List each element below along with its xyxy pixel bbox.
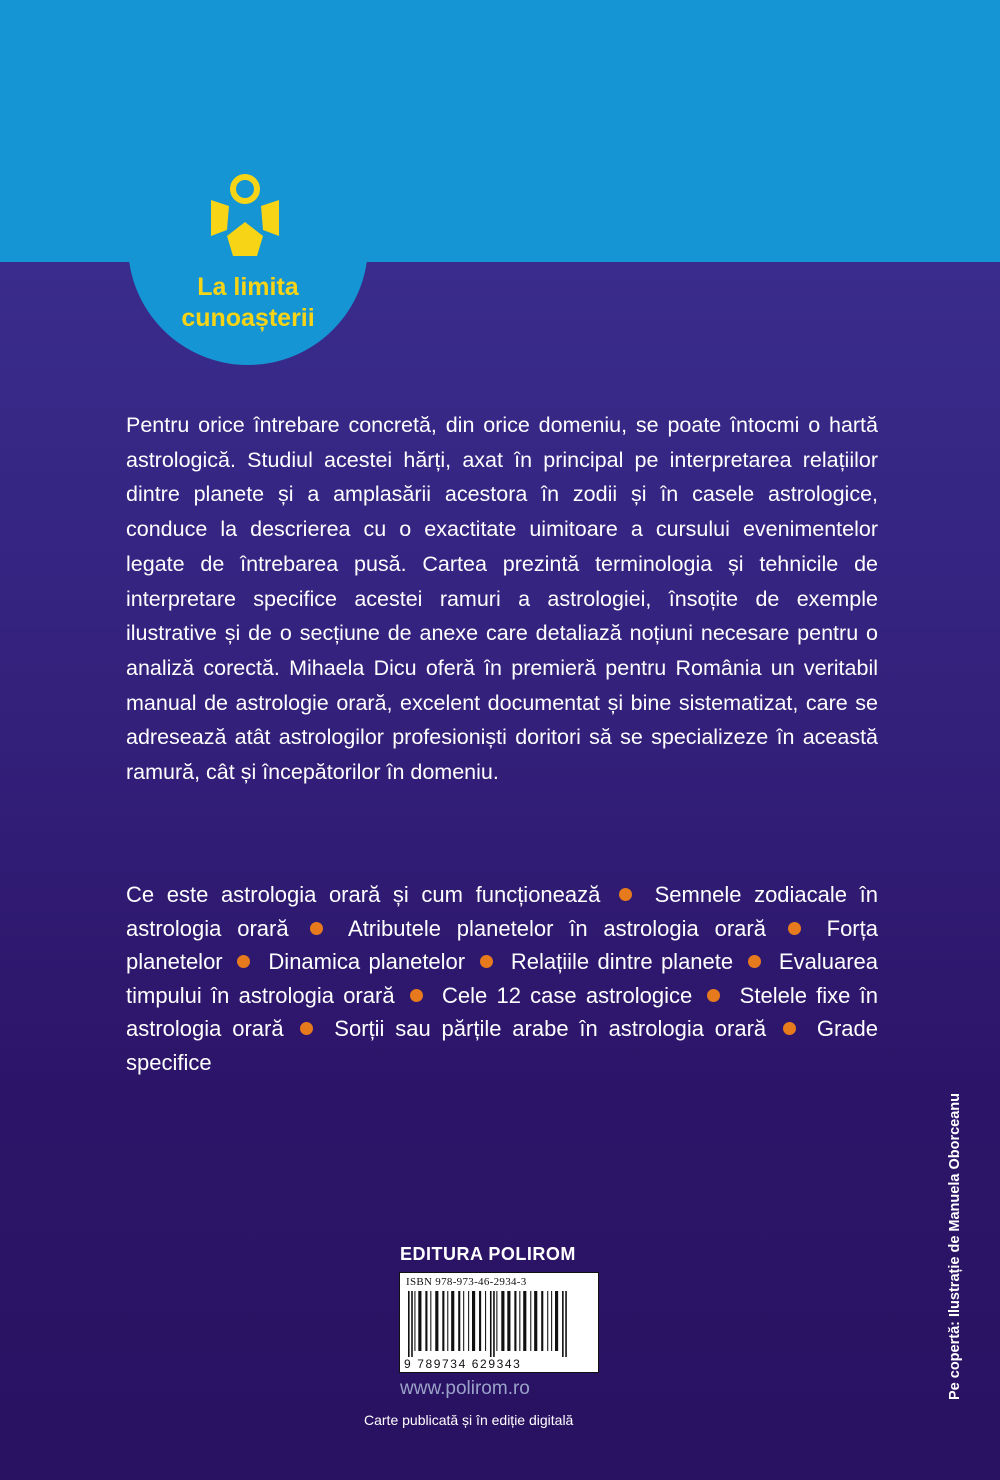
contents-item: Semnele zodiacale în astrologia orară (126, 882, 878, 941)
isbn-text: ISBN 978-973-46-2934-3 (406, 1276, 527, 1288)
cover-illustration-credit: Pe copertă: Ilustrație de Manuela Oborceanu (947, 1093, 963, 1400)
bullet-icon (707, 989, 720, 1002)
series-title-line-2: cunoașterii (181, 304, 315, 332)
publisher-website: www.polirom.ro (400, 1378, 530, 1399)
publisher-name: EDITURA POLIROM (400, 1244, 576, 1264)
contents-item: Stelele fixe în astrologia orară (126, 982, 878, 1041)
barcode-digits: 9 789734 629343 (404, 1357, 522, 1371)
bullet-icon (310, 922, 323, 935)
contents-item: Grade specifice (126, 1016, 878, 1075)
bullet-icon (788, 922, 801, 935)
book-description: Pentru orice întrebare concretă, din orice domeniu, se poate întocmi o hartă astrologică. Studiul acestei hărți, axat în principal pe interpretarea relațiilor dintre planete și a amplasării acestora în zodii și în casele astrologice, conduce la descrierea cu o exactitate uimitoare a cursului evenimentelor legate de întrebarea pusă. Cartea prezintă terminologia și tehnicile de interpretare specifice acestei ramuri a astrologiei, însoțite de exemple ilustrative și de o secțiune de anexe care detaliază noțiuni necesare pentru o analiză corectă. Mihaela Dicu oferă în premieră pentru România un veritabil manual de astrologie orară, excelent documentat și bine sistematizat, care se adresează atât astrologilor profesioniști doritori să se specializeze în această ramură, cât și începătorilor în domeniu. (126, 413, 878, 785)
contents-item: Sorții sau părțile arabe în astrologia orară (334, 1016, 767, 1041)
bullet-icon (237, 955, 250, 968)
contents-item: Relațiile dintre planete (510, 949, 734, 974)
series-title (150, 272, 346, 334)
digital-edition-note: Carte publicată și în ediție digitală (364, 1412, 574, 1428)
bullet-icon (748, 955, 761, 968)
bullet-icon (410, 989, 423, 1002)
contents-list (126, 878, 878, 1079)
contents-item: Cele 12 case astrologice (442, 982, 693, 1008)
bullet-icon (300, 1022, 313, 1035)
series-title-line-1: La limita (197, 273, 299, 301)
bullet-icon (619, 888, 632, 901)
contents-item: Dinamica planetelor (268, 949, 466, 974)
isbn-barcode (399, 1272, 599, 1373)
bullet-icon (783, 1022, 796, 1035)
contents-item: Atributele planetelor în astrologia orară (348, 915, 766, 941)
contents-item: Forța planetelor (126, 915, 878, 974)
contents-item: Evaluarea timpului în astrologia orară (126, 949, 878, 1008)
yellow-figure-in-circle-icon (205, 172, 285, 257)
contents-item: Ce este astrologia orară și cum funcționează (126, 882, 601, 907)
barcode-icon (404, 1291, 594, 1357)
bullet-icon (480, 955, 493, 968)
